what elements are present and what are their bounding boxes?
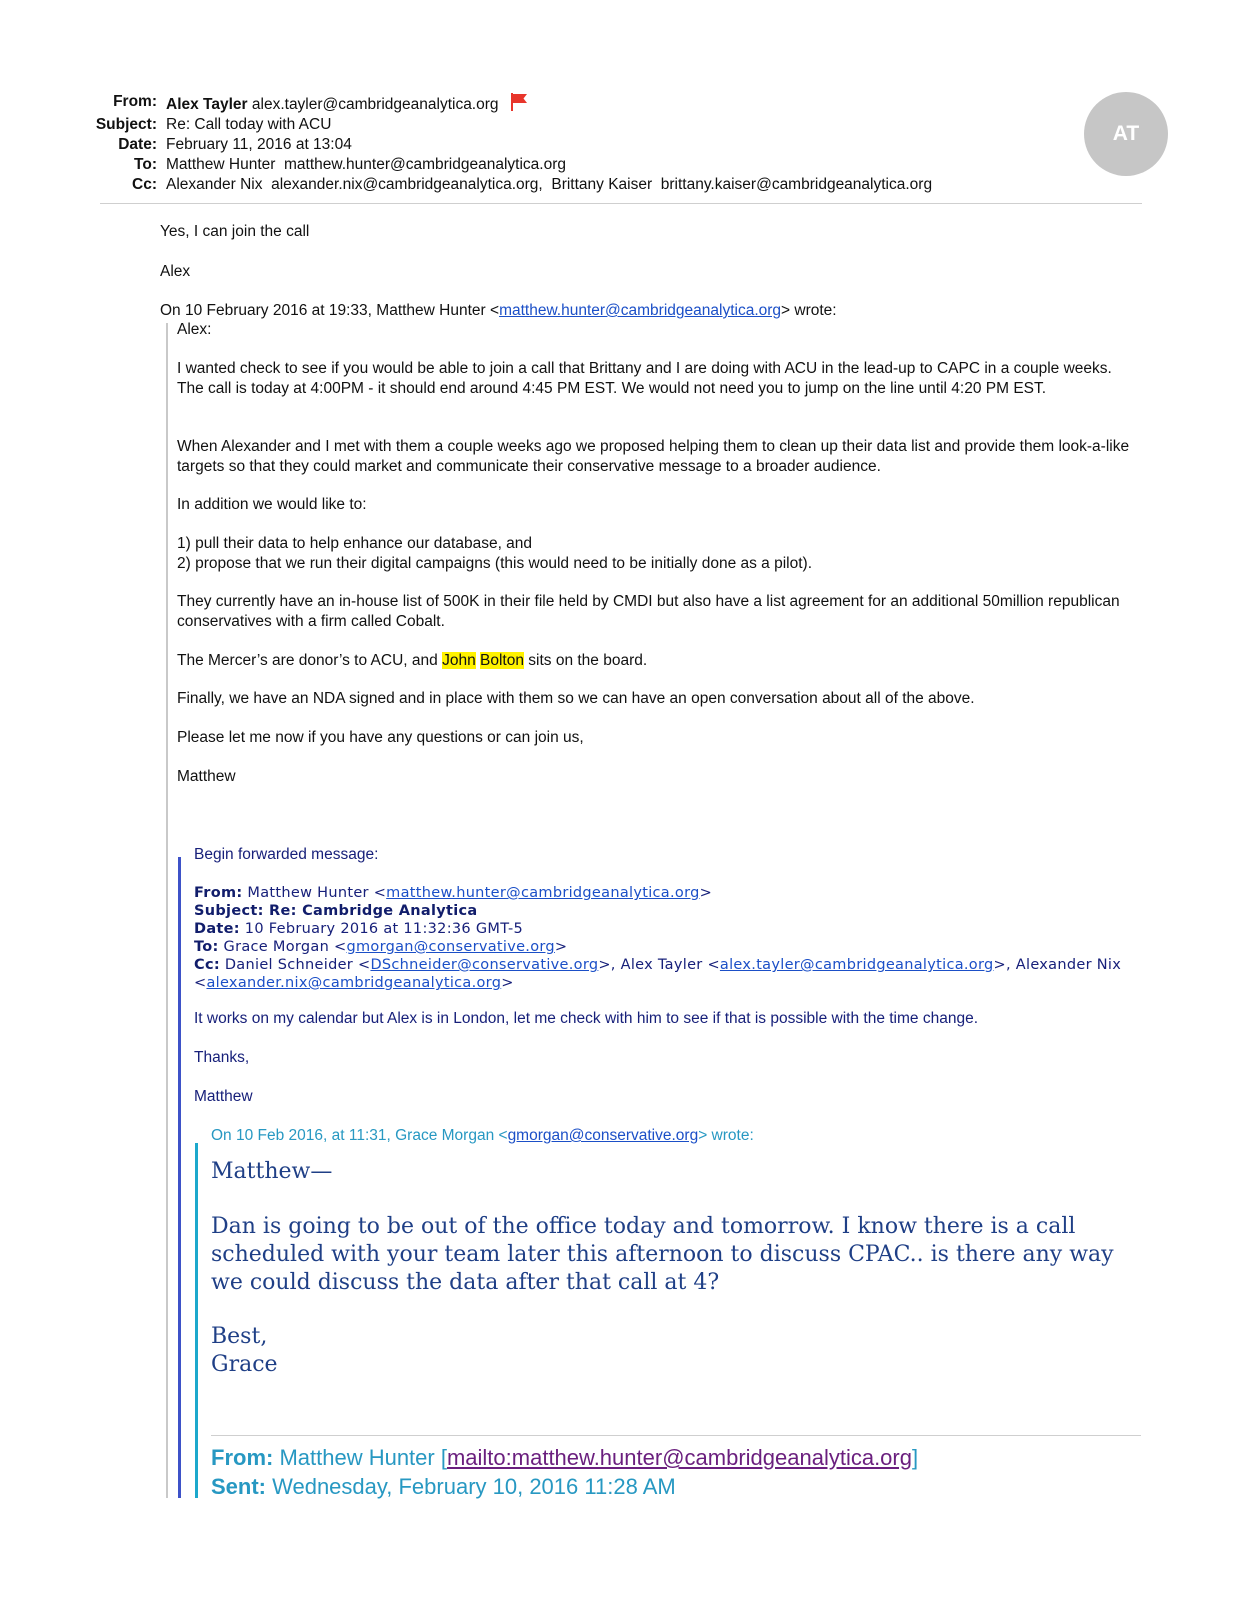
fwd-to-label: To: [194, 939, 219, 955]
highlight-john: John [442, 652, 476, 669]
from-label: From: [113, 93, 157, 110]
date-value: February 11, 2016 at 13:04 [166, 136, 352, 153]
fwd-cc-open: < [194, 975, 207, 991]
forward-headers [194, 884, 1144, 992]
outlook-from-close: ] [911, 1445, 919, 1470]
fwd-cc-email2-link[interactable]: alex.tayler@cambridgeanalytica.org [719, 957, 994, 973]
grace-quote-intro [211, 1126, 1141, 1146]
fwd-cc-name1: Daniel Schneider < [219, 957, 371, 973]
outlook-sent-label: Sent: [211, 1474, 266, 1499]
cc-value[interactable]: Alexander Nix alexander.nix@cambridgeanalytica.org, Brittany Kaiser brittany.kaiser@cambridgeanalytica.org [166, 176, 933, 193]
fwd-to-email-link[interactable]: gmorgan@conservative.org [346, 939, 555, 955]
matthew-p7: Please let me now if you have any questions or can join us, [177, 729, 584, 746]
fwd-from-name: Matthew Hunter < [242, 885, 387, 901]
reply-signature: Alex [160, 263, 191, 280]
fwd-cc-email1-link[interactable]: DSchneider@conservative.org [370, 957, 599, 973]
outlook-from-label: From: [211, 1445, 274, 1470]
fwd-from-email-link[interactable]: matthew.hunter@cambridgeanalytica.org [386, 885, 700, 901]
forward-signature: Matthew [194, 1088, 253, 1105]
fwd-cc-label: Cc: [194, 957, 220, 973]
forward-body: It works on my calendar but Alex is in London, let me check with him to see if that is possible with the time change. [194, 1010, 978, 1027]
quote-intro-email-link[interactable]: matthew.hunter@cambridgeanalytica.org [499, 302, 782, 319]
grace-closing: Best, [211, 1324, 268, 1349]
highlight-bolton: Bolton [480, 652, 524, 669]
flag-icon[interactable] [509, 92, 529, 112]
outlook-divider [211, 1435, 1141, 1436]
fwd-subject-value: Re: Cambridge Analytica [263, 903, 478, 919]
cc-label: Cc: [132, 176, 157, 193]
fwd-cc-name2: >, Alex Tayler < [598, 957, 720, 973]
outlook-sent-line [211, 1473, 676, 1501]
quote-bar-level3 [195, 1143, 198, 1498]
p5-text: The Mercer’s are donor’s to ACU, and [177, 652, 443, 669]
grace-greeting: Matthew— [211, 1159, 333, 1184]
reply-line: Yes, I can join the call [160, 223, 310, 240]
outlook-sent-value: Wednesday, February 10, 2016 11:28 AM [266, 1474, 676, 1499]
p5-text-end: sits on the board. [523, 652, 648, 669]
header-divider [100, 203, 1142, 204]
fwd-date-label: Date: [194, 921, 240, 937]
grace-body: Dan is going to be out of the office today and tomorrow. I know there is a call scheduled with your team later this afternoon to discuss CPAC.. is there any way we could discuss the data after that call at 4? [211, 1214, 1114, 1295]
fwd-cc-close: > [501, 975, 514, 991]
matthew-p2: When Alexander and I met with them a couple weeks ago we proposed helping them to clean up their data list and provide them look-a-like targets so that they could market and communicate their conservative message to a broader audience. [177, 438, 1130, 475]
matthew-p5 [177, 651, 1137, 671]
matthew-p4: They currently have an in-house list of 500K in their file held by CMDI but also have a list agreement for an additional 50million republican conservatives with a firm called Cobalt. [177, 593, 1120, 630]
quote-bar-level2 [178, 857, 181, 1498]
grace-intro-wrote: > wrote: [698, 1127, 754, 1144]
fwd-to-name: Grace Morgan < [218, 939, 347, 955]
outlook-from-line [211, 1444, 918, 1472]
forward-thanks: Thanks, [194, 1049, 250, 1066]
fwd-cc-name3: >, Alexander Nix [993, 957, 1122, 973]
avatar: AT [1084, 92, 1168, 176]
grace-name: Grace [211, 1352, 278, 1377]
to-value[interactable]: Matthew Hunter matthew.hunter@cambridgeanalytica.org [166, 156, 566, 173]
matthew-signature: Matthew [177, 768, 236, 785]
fwd-from-label: From: [194, 885, 243, 901]
subject-label: Subject: [95, 116, 157, 133]
quote-bar-level1 [166, 323, 168, 1498]
grace-intro-email-link[interactable]: gmorgan@conservative.org [507, 1127, 699, 1144]
matthew-p3: In addition we would like to: [177, 496, 367, 513]
quote-intro [160, 301, 837, 321]
outlook-mailto-link[interactable]: mailto:matthew.hunter@cambridgeanalytica.org [446, 1445, 912, 1470]
forward-intro: Begin forwarded message: [194, 846, 379, 863]
outlook-from-name: Matthew Hunter [ [273, 1445, 447, 1470]
subject-value: Re: Call today with ACU [166, 116, 332, 133]
matthew-item1: 1) pull their data to help enhance our database, and [177, 535, 533, 552]
to-label: To: [134, 156, 157, 173]
fwd-date-value: 10 February 2016 at 11:32:36 GMT-5 [239, 921, 524, 937]
matthew-greeting: Alex: [177, 321, 212, 338]
matthew-p6: Finally, we have an NDA signed and in place with them so we can have an open conversation about all of the above. [177, 690, 975, 707]
sender-name: Alex Tayler [166, 96, 248, 113]
date-label: Date: [118, 136, 157, 153]
email-header [0, 92, 1000, 195]
quote-intro-wrote: > wrote: [781, 302, 837, 319]
fwd-from-close: > [699, 885, 713, 901]
fwd-cc-email3-link[interactable]: alexander.nix@cambridgeanalytica.org [206, 975, 502, 991]
fwd-subject-label: Subject: [194, 903, 264, 919]
quote-intro-text: On 10 February 2016 at 19:33, Matthew Hunter < [160, 302, 500, 319]
matthew-item2: 2) propose that we run their digital campaigns (this would need to be initially done as a pilot). [177, 555, 813, 572]
grace-intro-text: On 10 Feb 2016, at 11:31, Grace Morgan < [211, 1127, 508, 1144]
fwd-to-close: > [554, 939, 568, 955]
matthew-p1: I wanted check to see if you would be able to join a call that Brittany and I are doing with ACU in the lead-up to CAPC in a couple weeks. The call is today at 4:00PM - it should end around 4:45 PM EST. We would not need you to jump on the line until 4:20 PM EST. [177, 360, 1112, 397]
sender-email[interactable]: alex.tayler@cambridgeanalytica.org [251, 96, 499, 113]
